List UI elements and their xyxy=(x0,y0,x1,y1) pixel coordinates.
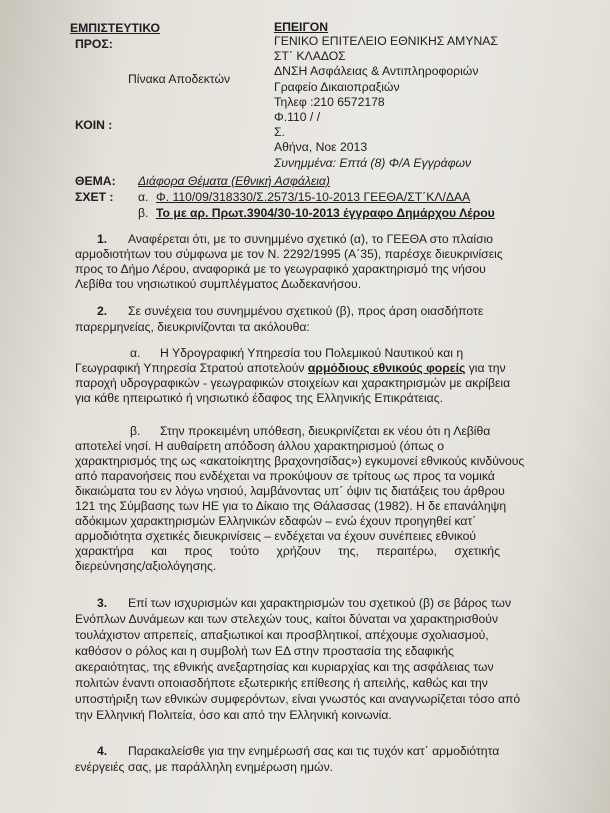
paragraph-2b-marker: β. xyxy=(130,424,141,438)
paragraph-2b-line-1: Στην προκειμένη υπόθεση, διευκρινίζεται εκ νέου ότι η Λεβίθα xyxy=(160,424,491,438)
paragraph-4-line-1: Παρακαλείσθε για την ενημέρωσή σας και τις τυχόν κατ΄ αρμοδιότητα xyxy=(128,744,500,758)
reference-a: Φ. 110/09/318330/Σ.2573/15-10-2013 ΓΕΕΘΑ/ΣΤ΄ΚΛ/ΔΑΑ xyxy=(156,190,471,204)
sender-block xyxy=(274,34,498,171)
sender-sigma: Σ. xyxy=(274,125,285,140)
paragraph-1-line-1: Αναφέρεται ότι, με το συνημμένο σχετικό (α), το ΓΕΕΘΑ στο πλαίσιο xyxy=(128,232,494,246)
paragraph-2b-line-5: δικαιώματα του εν λόγω νησιού, λαμβάνοντας υπ΄ όψιν τις διατάξεις του άρθρου xyxy=(75,484,505,498)
sender-attachments: Συνημμένα: Επτά (8) Φ/Α Εγγράφων xyxy=(274,155,472,170)
paragraph-2-number: 2. xyxy=(97,304,108,318)
paragraph-3-line-4: καθόσον ο ρόλος και η συμβολή των ΕΔ στην προστασία της εδαφικής xyxy=(75,644,454,658)
classification-label: ΕΜΠΙΣΤΕΥΤΙΚΟ xyxy=(70,21,161,35)
paragraph-3-line-3: τουλάχιστον απρεπείς, απαξιωτικοί και προσβλητικοί, απέχουμε σχολιασμού, xyxy=(75,628,489,642)
paragraph-3-line-1: Επί των ισχυρισμών και χαρακτηρισμών του σχετικού (β) σε βάρος των xyxy=(128,596,512,610)
subject-value: Διάφορα Θέματα (Εθνική Ασφάλεια) xyxy=(138,174,330,188)
sender-date: Αθήνα, Νοε 2013 xyxy=(274,140,368,155)
urgency-label: ΕΠΕΙΓΟΝ xyxy=(274,20,329,34)
paragraph-2b-line-7: αδόκιμων χαρακτηρισμών Ελληνικών εδαφών – ενώ έχουν προηγηθεί κατ΄ xyxy=(75,514,477,528)
subject-label: ΘΕΜΑ: xyxy=(75,174,116,188)
paragraph-3-line-8: την Ελληνική Πολιτεία, όσο και από την Ελληνική κοινωνία. xyxy=(75,708,392,722)
paragraph-1-line-2: αρμοδιοτήτων του σύμφωνα με τον Ν. 2292/1995 (Α΄35), παρέσχε διευκρινίσεις xyxy=(75,247,503,261)
references-label: ΣΧΕΤ : xyxy=(75,190,114,204)
paragraph-2b-line-2: αποτελεί νησί. Η αυθαίρετη απόδοση άλλου χαρακτηρισμού (όπως ο xyxy=(75,439,445,453)
sender-directorate: ΔΝΣΗ Ασφάλειας & Αντιπληροφοριών xyxy=(274,64,479,79)
paragraph-4-number: 4. xyxy=(97,744,108,758)
sender-phone: Τηλεφ :210 6572178 xyxy=(274,94,385,109)
reference-a-marker: α. xyxy=(138,190,149,204)
paragraph-2-line-2: παρερμηνείας, διευκρινίζονται τα ακόλουθα: xyxy=(75,320,310,334)
paragraph-2a-line-2-before: Γεωγραφική Υπηρεσία Στρατού αποτελούν xyxy=(75,361,305,375)
paragraph-3-number: 3. xyxy=(97,596,108,610)
paragraph-2a-line-4: για κάθε ηπειρωτικό ή νησιωτικό έδαφος της Ελληνικής Επικράτειας. xyxy=(75,391,443,405)
paragraph-1-line-4: Λεβίθα του νησιωτικού συμπλέγματος Δωδεκανήσου. xyxy=(75,277,362,291)
paragraph-3-line-5: ακεραιότητας, της εθνικής ανεξαρτησίας και κυριαρχίας και της ασφάλειας των xyxy=(75,660,494,674)
paragraph-2b-line-6: 121 της Σύμβασης των ΗΕ για το Δίκαιο της Θάλασσας (1982). Η δε επανάληψη xyxy=(75,499,507,513)
paragraph-1-line-3: προς το Δήμο Λέρου, αναφορικά με το γεωγραφικό χαρακτηρισμό της νήσου xyxy=(75,262,486,276)
sender-org: ΓΕΝΙΚΟ ΕΠΙΤΕΛΕΙΟ ΕΘΝΙΚΗΣ ΑΜΥΝΑΣ xyxy=(274,34,498,48)
reference-b: Το με αρ. Πρωτ.3904/30-10-2013 έγγραφο Δημάρχου Λέρου xyxy=(156,206,495,220)
paragraph-2b-line-9: χαρακτήρα και προς τούτο χρήζουν της, περαιτέρω, σχετικής xyxy=(75,544,500,558)
to-value: Πίνακα Αποδεκτών xyxy=(128,72,231,86)
paragraph-2b-line-4: από παρανοήσεις που ενδέχεται να προκύψουν σε τρίτους ως προς τα νομικά xyxy=(75,469,495,483)
paragraph-2a-line-3: παροχή υδρογραφικών - γεωγραφικών στοιχείων και χαρακτηρισμών με ακρίβεια xyxy=(75,376,511,390)
reference-b-marker: β. xyxy=(138,206,149,220)
paragraph-2a-marker: α. xyxy=(130,346,141,360)
paragraph-3-line-2: Ενόπλων Δυνάμεων και των στελεχών τους, καίτοι δύναται να χαρακτηρισθούν xyxy=(75,612,499,626)
paragraph-2-line-1: Σε συνέχεια του συνημμένου σχετικού (β), προς άρση οιασδήποτε xyxy=(128,304,484,318)
paragraph-2a-line-1: Η Υδρογραφική Υπηρεσία του Πολεμικού Ναυτικού και η xyxy=(160,346,464,360)
paragraph-2a-line-2-after: για την xyxy=(468,361,506,375)
paragraph-2a-line-2 xyxy=(75,361,506,376)
sender-branch: ΣΤ΄ ΚΛΑΔΟΣ xyxy=(274,49,346,64)
paragraph-3-line-7: υποστήριξη των εθνικών συμφερόντων, είναι γνωστός και αναγνωρίζεται τόσο από xyxy=(75,692,521,706)
sender-file-ref: Φ.110 / / xyxy=(274,110,321,125)
paragraph-1-number: 1. xyxy=(97,232,108,246)
sender-office: Γραφείο Δικαιοπραξιών xyxy=(274,79,400,94)
paragraph-3-line-6: πολιτών έναντι οποιασδήποτε εξωτερικής επίθεσης ή απειλής, καθώς και την xyxy=(75,676,488,690)
paragraph-2b-line-8: αρμοδιότητα σχετικές διευκρινίσεις – ενδέχεται να έχουν συνέπειες εθνικού xyxy=(75,529,477,543)
paragraph-2b-line-10: διερεύνησης/αξιολόγησης. xyxy=(75,559,217,573)
paragraph-4-line-2: ενέργειές σας, με παράλληλη ενημέρωση ημών. xyxy=(75,760,334,774)
to-label: ΠΡΟΣ: xyxy=(75,37,113,51)
competent-bodies-emphasis: αρμόδιους εθνικούς φορείς xyxy=(307,361,466,375)
paragraph-2b-line-3: χαρακτηρισμός της ως «ακατοίκητης βραχονησίδας») εγκυμονεί εθνικούς κινδύνους xyxy=(75,454,525,468)
cc-label: ΚΟΙΝ : xyxy=(75,118,113,132)
